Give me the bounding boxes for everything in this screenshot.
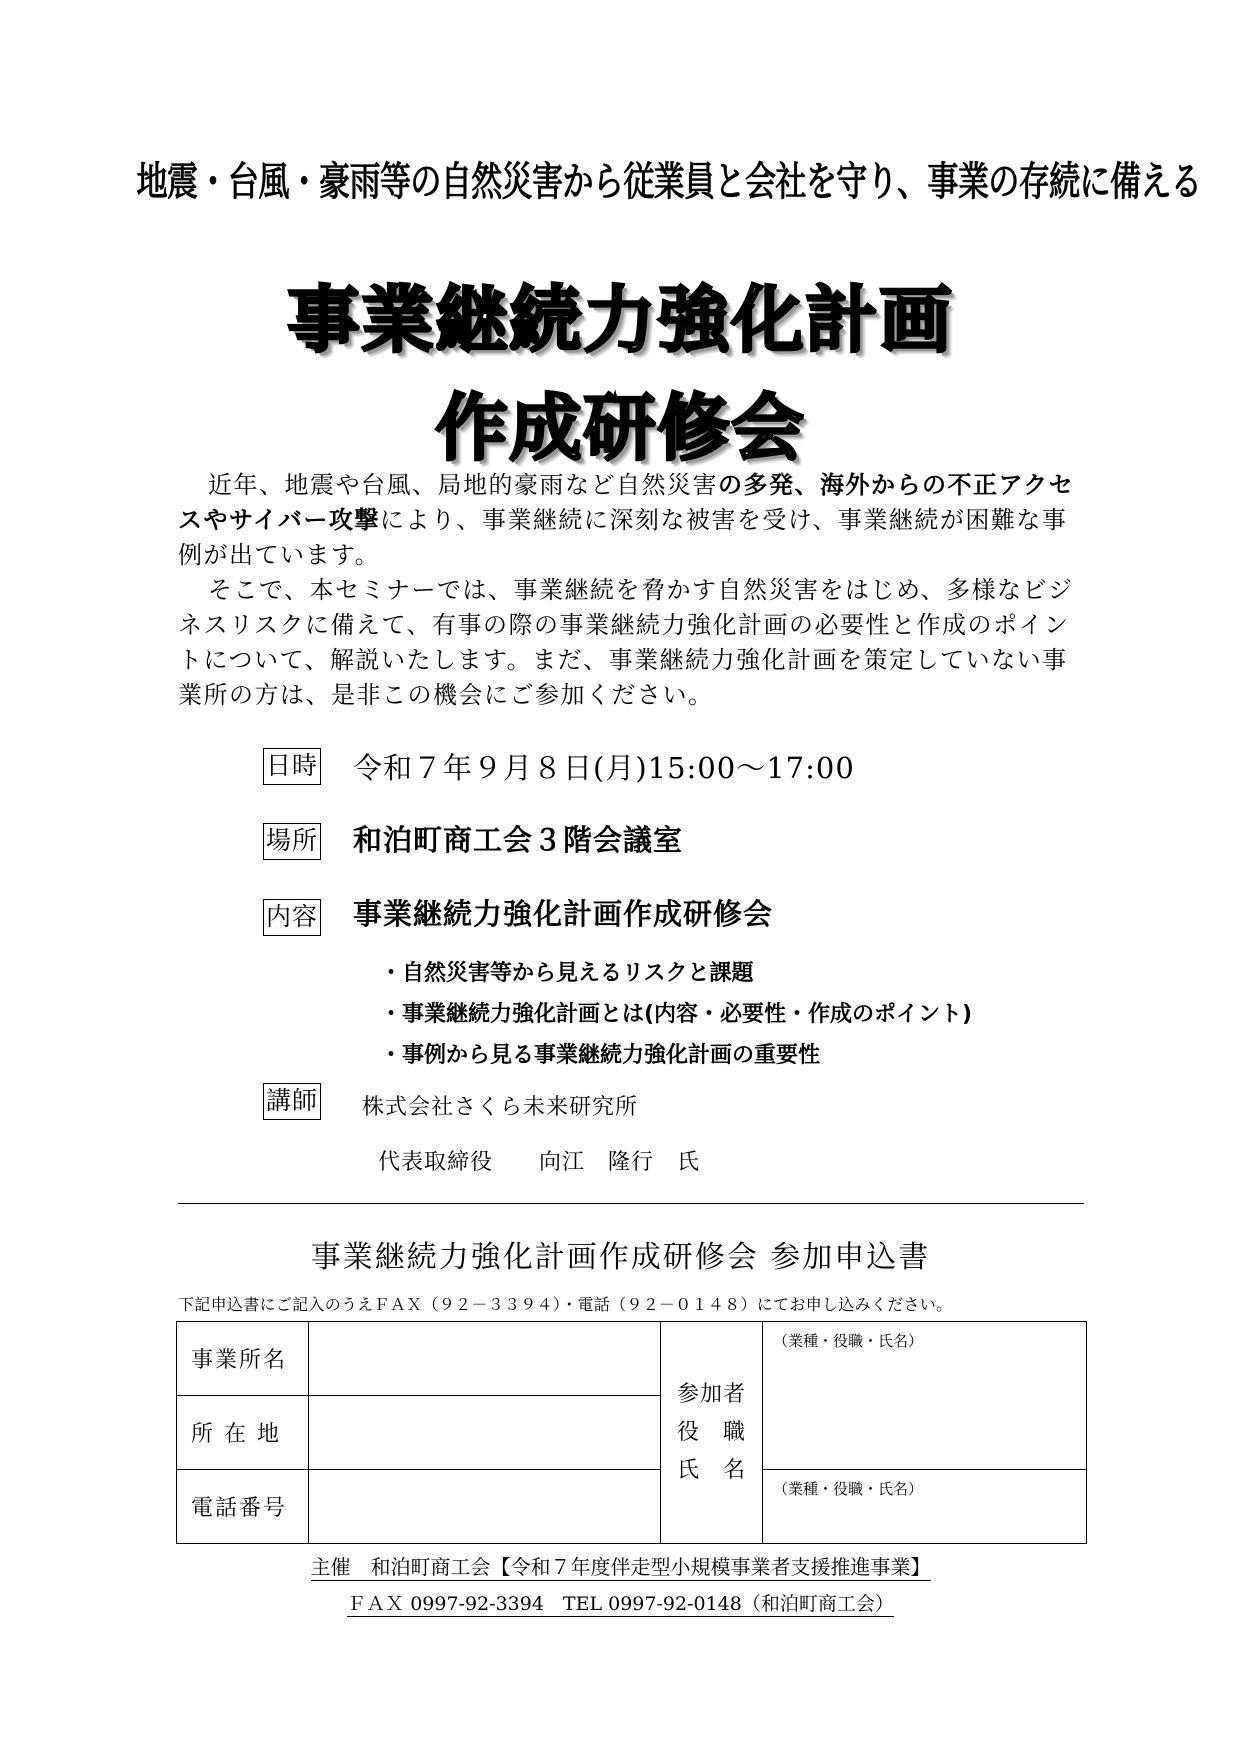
participant-label-line: 役 職 [676,1419,746,1445]
content-bullets [380,953,972,1076]
event-title-line-2: 作成研修会 [435,386,806,470]
form-note: 下記申込書にご記入のうえＦＡＸ（９２－３３９４）・電話（９２－０１４８）にてお申し込みください。 [178,1295,953,1314]
organizer-text: 主催 和泊町商工会【令和７年度伴走型小規模事業者支援推進事業】 [310,1555,931,1579]
organizer-line [0,1551,1241,1580]
participant-field-1[interactable]: （業種・役職・氏名） [763,1322,1087,1470]
participant-label-line: 参加者 [676,1381,746,1407]
contact-line [0,1589,1241,1616]
lecturer-name: 代表取締役 向江 隆行 氏 [378,1150,701,1175]
phone-label: 電話番号 [177,1470,309,1544]
list-item: ・自然災害等から見えるリスクと課題 [380,961,754,986]
contact-text: ＦＡＸ 0997-92-3394 TEL 0997-92-0148（和泊町商工会） [347,1593,894,1615]
intro-paragraph-2: そこで、本セミナーでは、事業継続を脅かす自然災害をはじめ、多様なビジネスリスクに備えて、有事の際の事業継続力強化計画の必要性と作成のポイントについて、解説いたします。まだ、事業継続力強化計画を策定していない事業所の方は、是非この機会にご参加ください。 [178,576,1074,709]
content-value: 事業継続力強化計画作成研修会 [353,897,774,931]
form-title: 事業継続力強化計画作成研修会 参加申込書 [310,1240,931,1275]
participant-label-line: 氏 名 [676,1457,746,1483]
application-form-table [176,1321,1087,1544]
content-label: 内容 [263,899,321,936]
business-name-label: 事業所名 [177,1322,309,1396]
place-value: 和泊町商工会３階会議室 [353,823,684,857]
intro-text [178,468,1090,713]
intro-p1-c: により、事業継続に深刻な被害を受け、事業継続が困難な事例が出ています。 [178,506,1068,569]
address-field[interactable] [309,1396,661,1470]
divider [178,1203,1084,1204]
event-title-line-1: 事業継続力強化計画 [287,278,954,362]
list-item: ・事業継続力強化計画とは(内容・必要性・作成のポイント) [380,1002,973,1027]
participant-field-2[interactable]: （業種・役職・氏名） [763,1470,1087,1544]
list-item: ・事例から見る事業継続力強化計画の重要性 [380,1043,821,1068]
intro-paragraph-1 [178,468,1090,573]
date-label: 日時 [263,748,321,785]
lecturer-label: 講師 [263,1083,321,1120]
event-subtitle: 地震・台風・豪雨等の自然災害から従業員と会社を守り、事業の存続に備える [136,159,1202,205]
date-value: 令和７年９月８日(月)15:00～17:00 [353,751,855,785]
participant-label [661,1322,763,1544]
phone-field[interactable] [309,1470,661,1544]
business-name-field[interactable] [309,1322,661,1396]
lecturer-company: 株式会社さくら未来研究所 [362,1095,639,1120]
intro-p1-bold: の多発、海外からの不正アクセスやサイバー攻撃 [178,471,1075,534]
intro-p1-a: 近年、地震や台風、局地的豪雨など自然災害 [208,471,718,499]
place-label: 場所 [263,823,321,860]
address-label: 所 在 地 [177,1396,309,1470]
